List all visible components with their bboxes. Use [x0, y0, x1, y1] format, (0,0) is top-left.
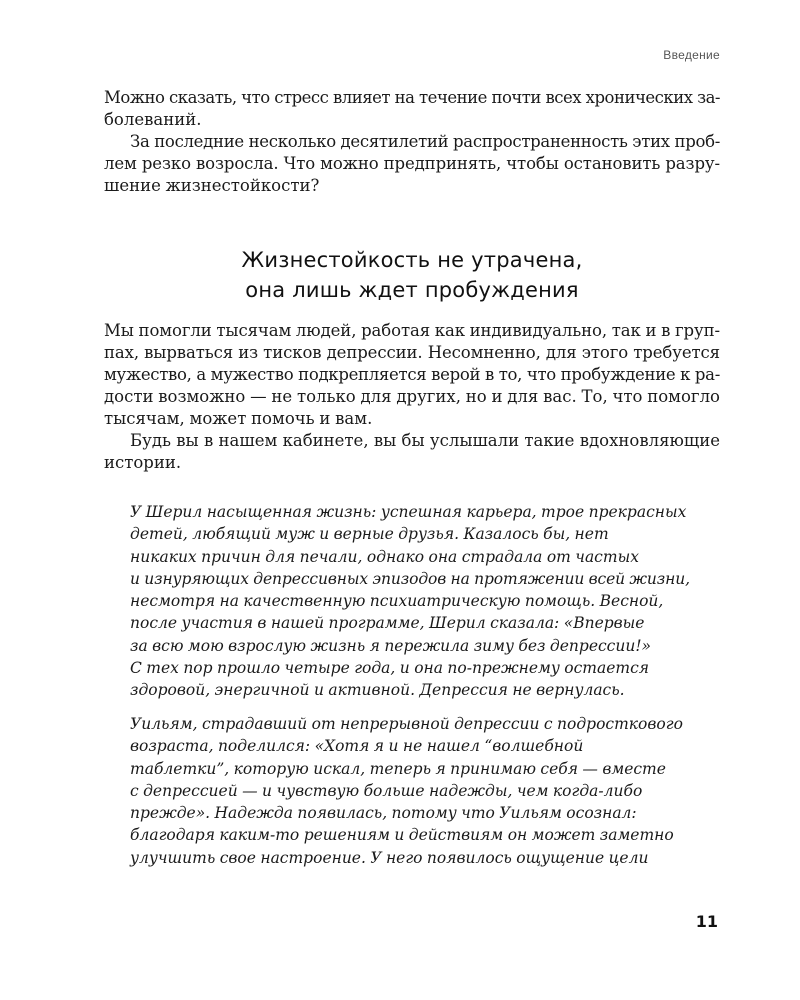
quote-line: после участия в нашей программе, Шерил сказала: «Впервые — [130, 614, 645, 633]
section-heading-line: она лишь ждет пробуждения — [245, 278, 579, 302]
text-line: шение жизнестойкости? — [104, 176, 320, 195]
quote-line: детей, любящий муж и верные друзья. Казалось бы, нет — [130, 525, 609, 544]
running-head: Введение — [663, 48, 720, 62]
quote-line: возраста, поделился: «Хотя я и не нашел “волшебной — [130, 737, 584, 756]
quote-line: таблетки”, которую искал, теперь я принимаю себя — вместе — [130, 759, 666, 778]
quote-line: прежде». Надежда появилась, потому что Уильям осознал: — [130, 804, 637, 823]
text-line: болеваний. — [104, 110, 202, 129]
quote-line: несмотря на качественную психиатрическую помощь. Весной, — [130, 592, 664, 611]
quote-line: никаких причин для печали, однако она страдала от частых — [130, 547, 639, 566]
text-line: пах, вырваться из тисков депрессии. Несомненно, для этого требуется — [104, 343, 720, 362]
body-paragraphs — [104, 320, 720, 474]
text-line: За последние несколько десятилетий распространенность этих проб- — [130, 132, 720, 151]
quote-line: здоровой, энергичной и активной. Депрессия не вернулась. — [130, 681, 625, 700]
text-line: истории. — [104, 453, 182, 472]
quote-line: улучшить свое настроение. У него появилось ощущение цели — [130, 848, 649, 867]
intro-paragraphs — [104, 87, 720, 197]
text-line: Будь вы в нашем кабинете, вы бы услышали такие вдохновляющие — [130, 431, 720, 450]
text-line: Можно сказать, что стресс влияет на течение почти всех хронических за- — [104, 88, 720, 107]
quote-line: благодаря каким-то решениям и действиям он может заметно — [130, 826, 674, 845]
page-number: 11 — [695, 912, 718, 931]
quote-line: Уильям, страдавший от непрерывной депрессии с подросткового — [130, 715, 683, 733]
text-line: дости возможно — не только для других, но и для вас. То, что помогло — [104, 387, 720, 406]
quote-line: за всю мою взрослую жизнь я пережила зиму без депрессии!» — [130, 636, 652, 655]
story-quote-william — [130, 713, 690, 869]
text-line: мужество, а мужество подкрепляется верой в то, что пробуждение к ра- — [104, 365, 720, 384]
quote-line: С тех пор прошло четыре года, и она по-прежнему остается — [130, 659, 650, 678]
section-heading-line: Жизнестойкость не утрачена, — [241, 248, 583, 272]
quote-line: У Шерил насыщенная жизнь: успешная карьера, трое прекрасных — [130, 503, 687, 521]
text-line: Мы помогли тысячам людей, работая как индивидуально, так и в груп- — [104, 321, 720, 340]
quote-line: с депрессией — и чувствую больше надежды, чем когда-либо — [130, 781, 643, 800]
quote-line: и изнуряющих депрессивных эпизодов на протяжении всей жизни, — [130, 569, 690, 588]
section-heading — [104, 245, 720, 305]
text-line: тысячам, может помочь и вам. — [104, 409, 373, 428]
story-quote-cheryl — [130, 501, 690, 702]
text-line: лем резко возросла. Что можно предпринять, чтобы остановить разру- — [104, 154, 720, 173]
